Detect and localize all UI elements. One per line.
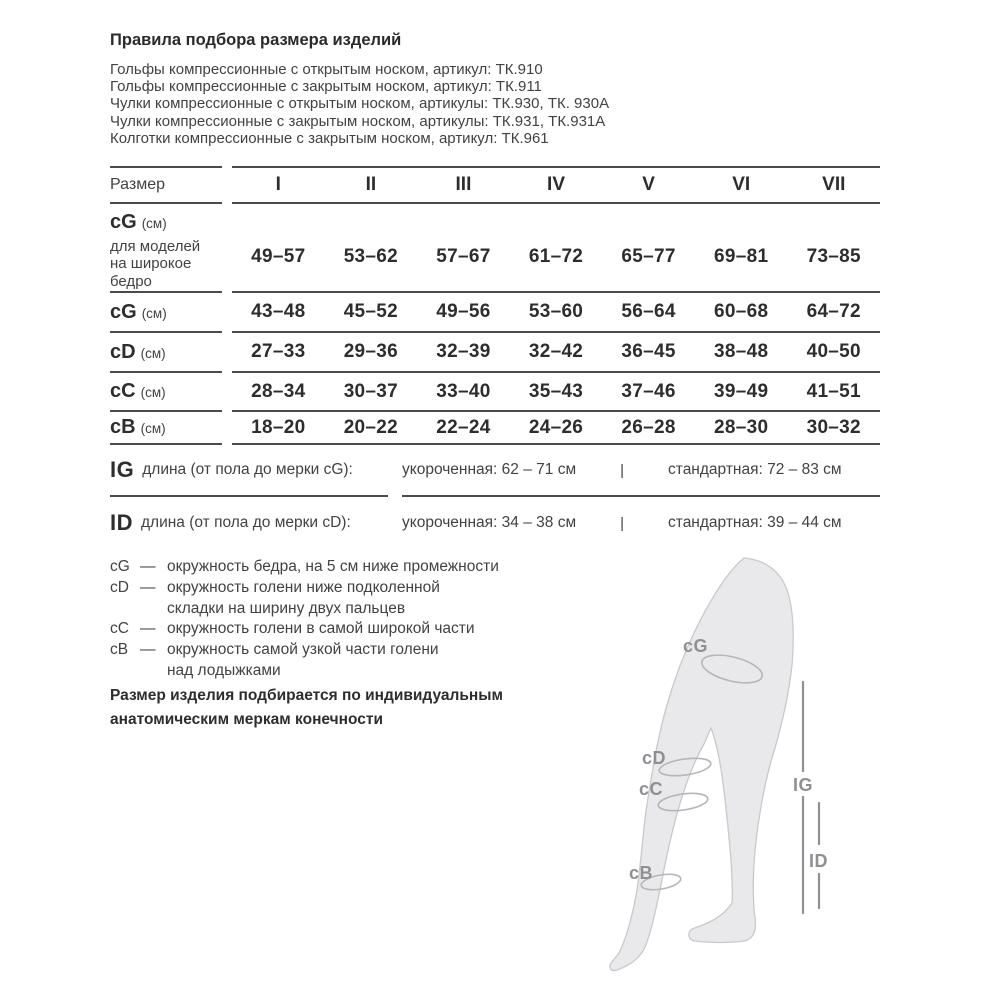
legs-illustration — [595, 545, 905, 985]
size-range: 29–36 — [343, 341, 399, 362]
size-range: 65–77 — [621, 245, 676, 267]
product-item: Чулки компрессионные с закрытым носком, артикулы: ТК.931, ТК.931А — [110, 112, 606, 130]
size-range: 61–72 — [528, 245, 584, 267]
dash: — — [140, 578, 156, 596]
row-label — [110, 412, 222, 445]
measurement-legend — [110, 557, 499, 682]
size-column-header: I — [275, 174, 281, 195]
measure-code: cD — [110, 340, 136, 363]
table-row-cc — [110, 373, 880, 412]
size-range: 27–33 — [251, 341, 306, 362]
size-column-header: IV — [547, 174, 565, 195]
figure-label-cc: cC — [639, 779, 664, 799]
measure-code: cG — [110, 300, 137, 323]
dash: — — [140, 620, 156, 638]
size-column-header: V — [642, 174, 655, 195]
size-range: 28–30 — [714, 416, 769, 438]
size-range: 60–68 — [714, 301, 769, 322]
table-row-cg-wide-hip — [110, 204, 880, 293]
size-range: 37–46 — [621, 380, 676, 402]
size-range: 69–81 — [714, 245, 769, 267]
length-row-id — [110, 497, 880, 549]
size-range: 39–49 — [714, 380, 769, 402]
dash: — — [140, 558, 156, 575]
measure-code: ID — [110, 510, 133, 535]
measure-code: cB — [110, 641, 129, 659]
page-title: Правила подбора размера изделий — [110, 31, 402, 49]
size-range: 24–26 — [528, 416, 584, 438]
legend-item: cG — окружность бедра, на 5 см ниже промежности — [110, 557, 499, 578]
size-column-header: II — [365, 174, 377, 195]
measure-code: cG — [110, 558, 130, 575]
length-row-label: ID длина (от пола до мерки cD): — [110, 510, 351, 535]
size-range: 56–64 — [621, 301, 676, 322]
row-label — [110, 293, 222, 333]
figure-label-cb: cB — [629, 863, 654, 883]
figure-label-id: ID — [809, 851, 828, 871]
product-item: Колготки компрессионные с закрытым носком, артикул: ТК.961 — [110, 129, 549, 147]
length-short-value: укороченная: 62 – 71 см — [402, 461, 577, 478]
size-column-header: III — [455, 174, 472, 195]
size-range: 32–39 — [436, 341, 491, 362]
measure-code: cD — [110, 578, 129, 596]
size-range: 35–43 — [528, 380, 584, 402]
row-label — [110, 204, 222, 293]
product-item: Гольфы компрессионные с закрытым носком, артикул: ТК.911 — [110, 78, 542, 96]
size-selection-note: Размер изделия подбирается по индивидуальным анатомическим меркам конечности — [110, 687, 503, 728]
size-range: 57–67 — [436, 245, 491, 267]
measure-code: cC — [110, 380, 136, 402]
size-range: 36–45 — [621, 341, 676, 362]
divider: | — [620, 461, 625, 479]
size-range: 22–24 — [436, 416, 491, 438]
length-row-ig — [110, 445, 880, 497]
divider: | — [620, 514, 625, 532]
product-item: Чулки компрессионные с открытым носком, артикулы: ТК.930, ТК. 930А — [110, 95, 610, 113]
length-short-value: укороченная: 34 – 38 см — [402, 514, 577, 531]
measure-unit: (см) — [140, 345, 166, 361]
size-range: 53–60 — [528, 301, 584, 322]
size-range: 20–22 — [343, 416, 399, 438]
size-column-header: VII — [822, 174, 846, 195]
size-table — [110, 166, 880, 445]
size-range: 43–48 — [251, 301, 306, 322]
size-range: 18–20 — [251, 416, 306, 438]
size-column-header: VI — [732, 174, 751, 195]
figure-label-cd: cD — [642, 748, 667, 768]
size-range: 30–37 — [343, 380, 399, 402]
row-label — [110, 333, 222, 373]
row-label-note: для моделей на широкое бедро — [110, 238, 201, 290]
measure-unit: (см) — [140, 385, 166, 400]
size-range: 40–50 — [806, 341, 861, 362]
product-item: Гольфы компрессионные с открытым носком, артикул: ТК.910 — [110, 61, 543, 78]
legend-item: cC — окружность голени в самой широкой части — [110, 619, 499, 640]
size-range: 64–72 — [806, 301, 861, 322]
size-range: 33–40 — [436, 380, 491, 402]
measure-unit: (см) — [141, 216, 167, 231]
size-table-columns — [232, 166, 880, 204]
table-row-cb — [110, 412, 880, 445]
measure-code: IG — [110, 457, 135, 482]
legend-item: cB — окружность самой узкой части голени над лодыжками — [110, 640, 499, 682]
size-table-corner-label: Размер — [110, 166, 222, 204]
row-label — [110, 373, 222, 412]
measure-code: cG — [110, 211, 137, 233]
figure-label-cg: cG — [683, 636, 709, 656]
size-range: 26–28 — [621, 416, 676, 438]
product-list — [110, 61, 609, 147]
size-range: 49–57 — [251, 245, 306, 267]
size-range: 38–48 — [714, 341, 769, 362]
measure-unit: (см) — [141, 305, 167, 321]
measure-code: cC — [110, 620, 129, 638]
size-range: 28–34 — [251, 380, 306, 402]
dash: — — [140, 641, 156, 659]
measure-unit: (см) — [140, 421, 166, 436]
length-standard-value: стандартная: 72 – 83 см — [668, 461, 842, 478]
size-range: 30–32 — [806, 416, 861, 438]
length-row-label: IG длина (от пола до мерки cG): — [110, 445, 388, 497]
size-range: 73–85 — [806, 245, 861, 267]
size-table-header-row — [110, 166, 880, 204]
size-range: 53–62 — [343, 245, 399, 267]
size-range: 32–42 — [528, 341, 584, 362]
table-row-cg — [110, 293, 880, 333]
size-range: 41–51 — [806, 380, 861, 402]
size-range: 49–56 — [436, 301, 491, 322]
figure-label-ig: IG — [793, 775, 814, 795]
size-range: 45–52 — [343, 301, 399, 322]
legend-item: cD — окружность голени ниже подколенной складки на ширину двух пальцев — [110, 578, 499, 620]
measure-code: cB — [110, 416, 136, 438]
table-row-cd — [110, 333, 880, 373]
legs-silhouette — [610, 558, 793, 971]
length-standard-value: стандартная: 39 – 44 см — [668, 514, 842, 531]
